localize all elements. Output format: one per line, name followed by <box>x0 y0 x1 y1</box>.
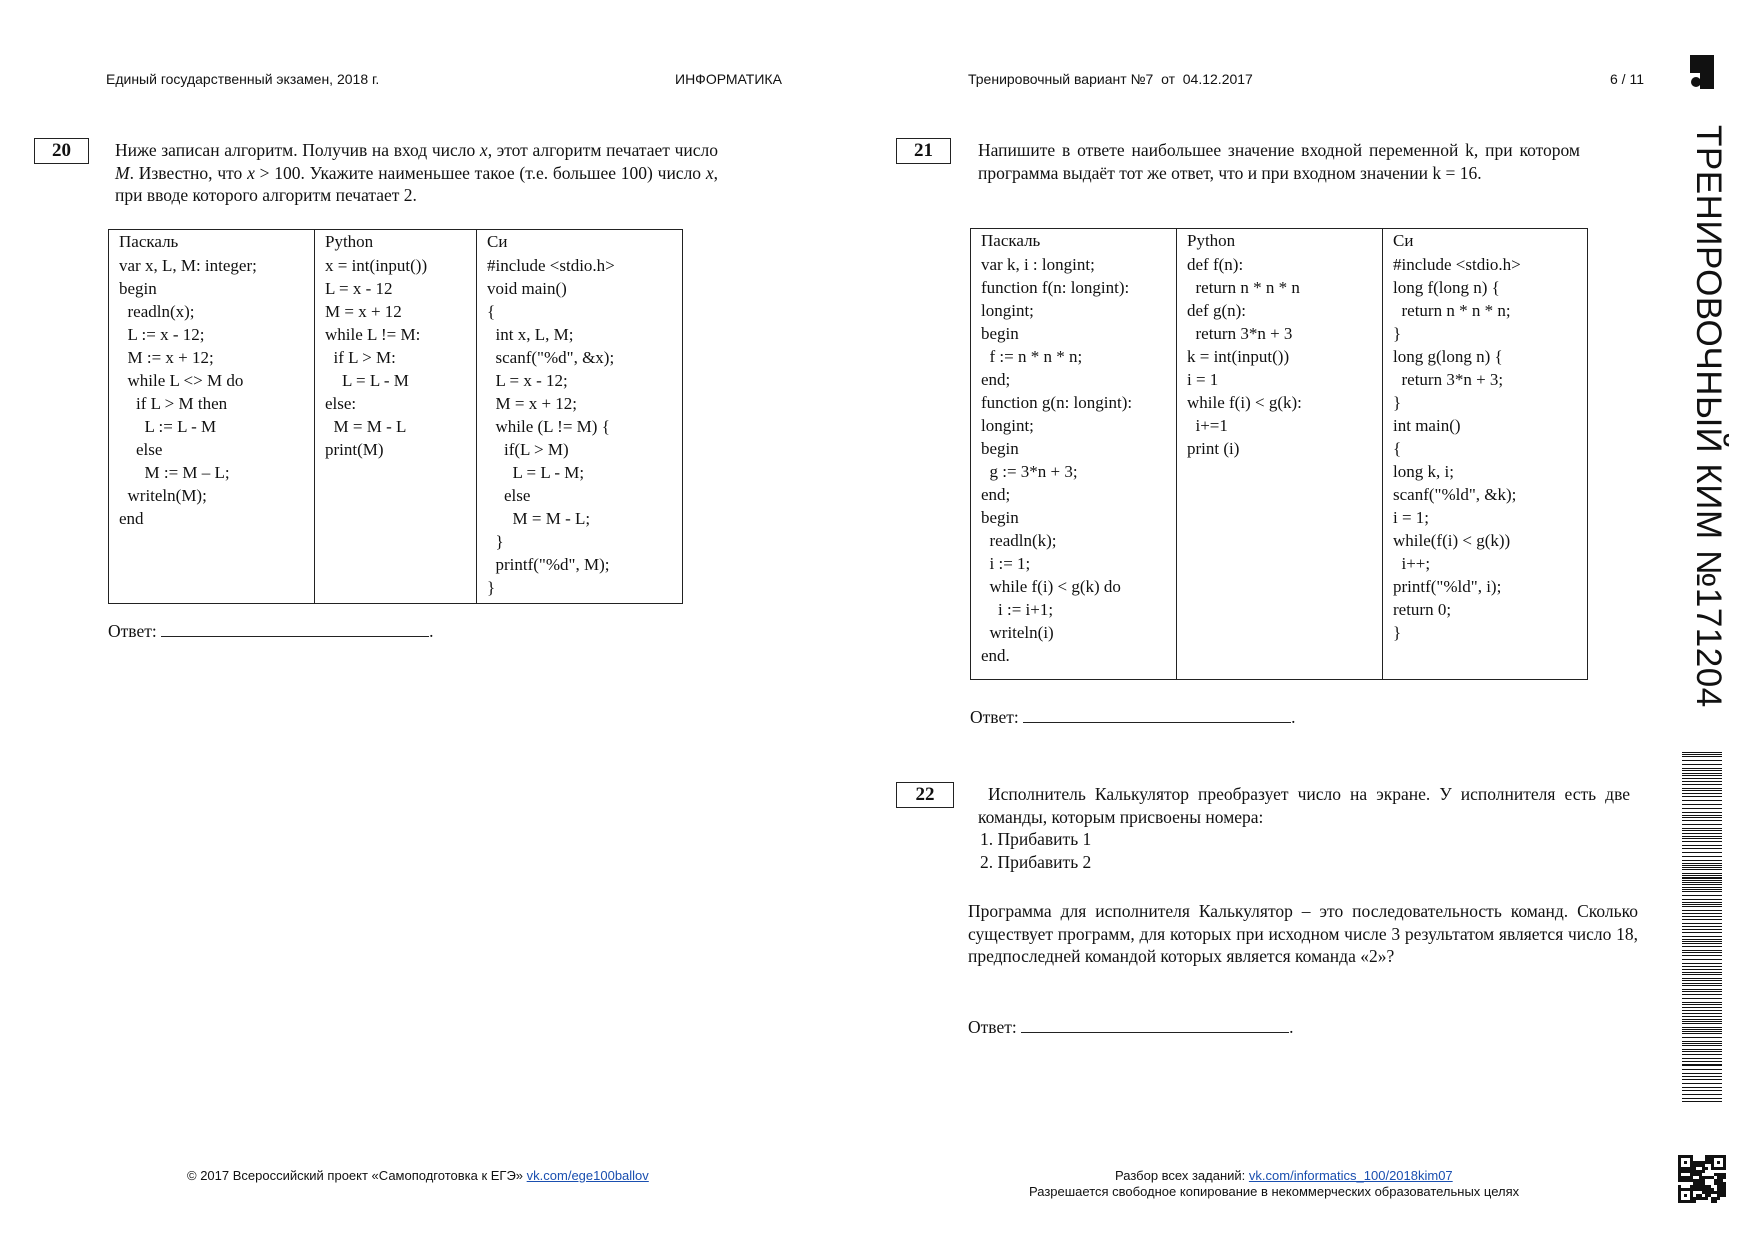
code-line: writeln(M); <box>119 486 207 505</box>
code-line: var x, L, M: integer; <box>119 256 257 275</box>
header-variant: Тренировочный вариант №7 от 04.12.2017 <box>968 71 1253 87</box>
code-line: M = M - L <box>325 417 407 436</box>
code-line: i := 1; <box>981 554 1031 574</box>
task-number-22: 22 <box>896 782 954 808</box>
code-line: L := x - 12; <box>119 325 205 344</box>
code-line: function f(n: longint): <box>981 278 1130 298</box>
code-line: } <box>487 532 504 551</box>
code-line: while f(i) < g(k): <box>1187 393 1302 413</box>
code-line: readln(x); <box>119 302 195 321</box>
code-cell-c <box>1383 251 1588 679</box>
code-line: else <box>487 486 531 505</box>
task-22-command-2: 2. Прибавить 2 <box>980 852 1092 872</box>
code-line: M := M – L; <box>119 463 230 482</box>
code-line: L := L - M <box>119 417 217 436</box>
code-line: begin <box>981 439 1019 459</box>
col-header-pascal: Паскаль <box>109 230 315 253</box>
code-line: M = x + 12 <box>325 302 402 321</box>
code-line: end; <box>981 485 1011 505</box>
code-line: def f(n): <box>1187 255 1244 275</box>
code-line: def g(n): <box>1187 301 1247 321</box>
code-line: L = L - M <box>325 371 409 390</box>
code-line: if L > M: <box>325 348 396 367</box>
header-page-number: 6 / 11 <box>1610 71 1644 87</box>
code-line: i+=1 <box>1187 416 1228 436</box>
header-exam-title: Единый государственный экзамен, 2018 г. <box>106 71 380 87</box>
code-line: printf("%d", M); <box>487 555 610 574</box>
answer-field-20[interactable] <box>161 620 429 637</box>
task-21-answer: Ответ: . <box>970 707 1296 727</box>
code-line: else <box>119 440 163 459</box>
code-cell-python <box>1177 251 1383 679</box>
code-line: writeln(i) <box>981 623 1054 643</box>
code-line: i++; <box>1393 554 1431 574</box>
code-line: #include <stdio.h> <box>1393 255 1521 275</box>
code-line: k = int(input()) <box>1187 347 1290 367</box>
code-line: f := n * n * n; <box>981 347 1083 367</box>
code-line: while L != M: <box>325 325 421 344</box>
code-cell-pascal <box>109 252 315 604</box>
footer-license: Разрешается свободное копирование в некоммерческих образовательных целях <box>1029 1184 1520 1199</box>
code-cell-python <box>315 252 477 604</box>
code-line: L = x - 12 <box>325 279 393 298</box>
code-line: x = int(input()) <box>325 256 428 275</box>
code-line: void main() <box>487 279 567 298</box>
footer-analysis-link[interactable]: vk.com/informatics_100/2018kim07 <box>1248 1168 1453 1183</box>
col-header-c: Си <box>1383 229 1588 252</box>
code-line: readln(k); <box>981 531 1057 551</box>
code-line: end. <box>981 646 1010 666</box>
code-line: } <box>1393 393 1402 413</box>
code-line: long g(long n) { <box>1393 347 1503 367</box>
code-line: g := 3*n + 3; <box>981 462 1078 482</box>
col-header-c: Си <box>477 230 683 253</box>
code-line: printf("%ld", i); <box>1393 577 1502 597</box>
col-header-pascal: Паскаль <box>971 229 1177 252</box>
code-line: { <box>1393 439 1402 459</box>
code-line: } <box>1393 623 1402 643</box>
code-line: else: <box>325 394 357 413</box>
col-header-python: Python <box>315 230 477 253</box>
task-22-answer: Ответ: . <box>968 1017 1294 1037</box>
code-line: end <box>119 509 144 528</box>
code-line: end; <box>981 370 1011 390</box>
code-line: i = 1; <box>1393 508 1430 528</box>
code-line: M := x + 12; <box>119 348 214 367</box>
code-line: var k, i : longint; <box>981 255 1095 275</box>
barcode-image <box>1682 752 1722 1102</box>
code-line: print(M) <box>325 440 384 459</box>
code-line: return 0; <box>1393 600 1452 620</box>
task-20-answer: Ответ: . <box>108 621 434 641</box>
corner-marker-icon <box>1690 55 1714 89</box>
answer-field-22[interactable] <box>1021 1016 1289 1033</box>
side-variant-label: ТРЕНИРОВОЧНЫЙ КИМ №171204 <box>1689 125 1728 708</box>
code-line: function g(n: longint): <box>981 393 1133 413</box>
col-header-python: Python <box>1177 229 1383 252</box>
code-line: begin <box>981 508 1019 528</box>
code-line: } <box>487 578 496 597</box>
task-number-20: 20 <box>34 138 89 164</box>
code-line: scanf("%ld", &k); <box>1393 485 1517 505</box>
code-line: int main() <box>1393 416 1461 436</box>
task-20-code-table <box>108 229 683 604</box>
footer-copyright: © 2017 Всероссийский проект «Самоподготовка к ЕГЭ» vk.com/ege100ballov <box>187 1168 649 1183</box>
code-line: longint; <box>981 301 1034 321</box>
code-line: return n * n * n; <box>1393 301 1511 321</box>
code-line: while f(i) < g(k) do <box>981 577 1121 597</box>
code-line: while (L != M) { <box>487 417 610 436</box>
code-line: begin <box>119 279 157 298</box>
code-line: L = L - M; <box>487 463 585 482</box>
code-line: #include <stdio.h> <box>487 256 615 275</box>
header-subject: ИНФОРМАТИКА <box>675 71 782 87</box>
code-line: i := i+1; <box>981 600 1054 620</box>
code-line: if L > M then <box>119 394 228 413</box>
qr-code-image <box>1678 1155 1726 1203</box>
task-22-command-1: 1. Прибавить 1 <box>980 829 1092 849</box>
task-22-intro: Исполнитель Калькулятор преобразует число на экране. У исполнителя есть две команды, которым присвоены номера: <box>978 784 1630 827</box>
code-line: return 3*n + 3; <box>1393 370 1504 390</box>
task-22-question: Программа для исполнителя Калькулятор – это последовательность команд. Сколько существует программ, для которых при исходном числе 3 результатом является число 18, предпоследней командой которых является команда «2»? <box>968 901 1638 966</box>
code-line: begin <box>981 324 1019 344</box>
code-line: return 3*n + 3 <box>1187 324 1293 344</box>
task-20-text: Ниже записан алгоритм. Получив на вход число x, этот алгоритм печатает число M. Известно, что x > 100. Укажите наименьшее такое (т.е. большее 100) число x, при вводе которого алгоритм печатает 2. <box>115 140 718 205</box>
code-line: { <box>487 302 496 321</box>
code-line: longint; <box>981 416 1034 436</box>
code-line: scanf("%d", &x); <box>487 348 615 367</box>
code-line: int x, L, M; <box>487 325 574 344</box>
task-21-code-table <box>970 228 1588 680</box>
code-line: L = x - 12; <box>487 371 568 390</box>
code-cell-pascal <box>971 251 1177 679</box>
answer-field-21[interactable] <box>1023 706 1291 723</box>
code-line: while L <> M do <box>119 371 244 390</box>
code-cell-c <box>477 252 683 604</box>
code-line: if(L > M) <box>487 440 569 459</box>
code-line: long f(long n) { <box>1393 278 1500 298</box>
code-line: M = x + 12; <box>487 394 578 413</box>
code-line: return n * n * n <box>1187 278 1300 298</box>
code-line: print (i) <box>1187 439 1240 459</box>
code-line: long k, i; <box>1393 462 1454 482</box>
footer-analysis: Разбор всех заданий: vk.com/informatics_100/2018kim07 <box>1115 1168 1453 1183</box>
code-line: M = M - L; <box>487 509 591 528</box>
task-21-text: Напишите в ответе наибольшее значение входной переменной k, при котором программа выдаёт тот же ответ, что и при входном значении k = 16. <box>978 140 1580 183</box>
footer-project-link[interactable]: vk.com/ege100ballov <box>526 1168 649 1183</box>
code-line: } <box>1393 324 1402 344</box>
code-line: while(f(i) < g(k)) <box>1393 531 1511 551</box>
code-line: i = 1 <box>1187 370 1219 390</box>
task-number-21: 21 <box>896 138 951 164</box>
